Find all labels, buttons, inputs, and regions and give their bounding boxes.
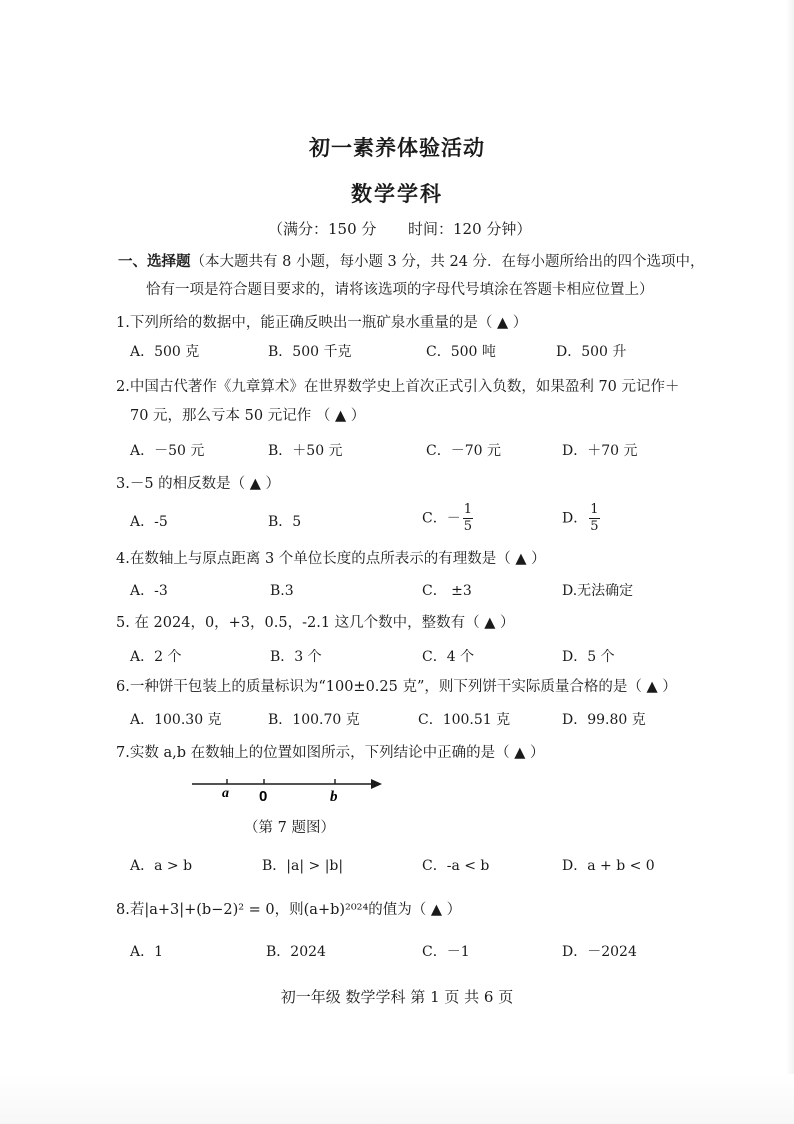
number-line-arrow bbox=[371, 779, 382, 789]
q6-option-d: D．99.80 克 bbox=[562, 712, 646, 728]
exam-title: 初一素养体验活动 bbox=[309, 135, 485, 160]
scan-bottom-shadow bbox=[0, 1074, 794, 1124]
number-line-figure bbox=[188, 770, 388, 806]
q3-option-d-label: D． bbox=[562, 510, 588, 527]
q8-option-a: A．1 bbox=[130, 944, 164, 960]
q4-option-a: A．-3 bbox=[130, 583, 168, 599]
q6-option-b: B．100.70 克 bbox=[268, 712, 360, 728]
label-b: b bbox=[330, 789, 338, 805]
section-heading-line bbox=[118, 252, 705, 272]
q3-option-d bbox=[562, 502, 600, 535]
q1-option-c: C．500 吨 bbox=[426, 344, 496, 360]
exam-time: 时间：120 分钟） bbox=[408, 220, 532, 238]
q1-option-d: D．500 升 bbox=[556, 344, 627, 360]
fraction-one-fifth-c: $\frac{1}{5}$ bbox=[463, 502, 472, 534]
question-8-stem: 8.若|a+3|+(b−2)² = 0，则(a+b)²⁰²⁴的值为（ ▲ ） bbox=[116, 902, 462, 918]
q6-option-a: A．100.30 克 bbox=[130, 712, 222, 728]
full-score: （满分：150 分 bbox=[268, 220, 377, 238]
q4-option-d: D.无法确定 bbox=[562, 583, 634, 599]
q5-option-b: B．3 个 bbox=[270, 649, 322, 665]
section-heading: 一、选择题 bbox=[118, 253, 191, 270]
section-desc-1: （本大题共有 8 小题，每小题 3 分，共 24 分．在每小题所给出的四个选项中， bbox=[190, 254, 705, 270]
section-desc-2: 恰有一项是符合题目要求的，请将该选项的字母代号填涂在答题卡相应位置上） bbox=[146, 282, 654, 298]
q4-option-c: C． ±3 bbox=[422, 583, 472, 599]
q2-option-c: C．－70 元 bbox=[426, 443, 501, 459]
label-a: a bbox=[222, 786, 229, 801]
fraction-one-fifth-d: $\frac{1}{5}$ bbox=[590, 502, 599, 534]
question-4-stem: 4.在数轴上与原点距离 3 个单位长度的点所表示的有理数是（ ▲ ） bbox=[116, 551, 546, 567]
q3-option-c bbox=[422, 502, 473, 535]
q7-option-c: C．-a < b bbox=[422, 858, 490, 874]
q3-option-b: B．5 bbox=[268, 514, 302, 530]
q8-option-b: B．2024 bbox=[266, 944, 326, 960]
q5-option-d: D．5 个 bbox=[562, 649, 615, 665]
q3-option-c-label: C．－ bbox=[422, 510, 461, 527]
q5-option-a: A．2 个 bbox=[130, 649, 182, 665]
q7-option-d: D．a + b < 0 bbox=[562, 858, 655, 874]
q1-option-b: B．500 千克 bbox=[268, 344, 352, 360]
q7-option-b: B．|a| > |b| bbox=[262, 858, 344, 874]
question-2-stem-cont: 70 元，那么亏本 50 元记作 （ ▲ ） bbox=[130, 408, 366, 424]
q2-option-b: B．＋50 元 bbox=[268, 443, 343, 459]
q2-option-d: D．＋70 元 bbox=[562, 443, 638, 459]
question-7-stem: 7.实数 a,b 在数轴上的位置如图所示，下列结论中正确的是（ ▲ ） bbox=[116, 745, 545, 761]
q8-option-c: C．－1 bbox=[422, 944, 470, 960]
q6-option-c: C．100.51 克 bbox=[418, 712, 511, 728]
q1-option-a: A．500 克 bbox=[130, 344, 200, 360]
q2-option-a: A．－50 元 bbox=[130, 443, 205, 459]
question-6-stem: 6.一种饼干包装上的质量标识为“100±0.25 克”，则下列饼干实际质量合格的是（ ▲ ） bbox=[116, 679, 677, 695]
scan-edge-shadow bbox=[786, 0, 794, 1124]
figure-caption: （第 7 题图） bbox=[244, 820, 335, 836]
q7-option-a: A．a > b bbox=[130, 858, 193, 874]
question-2-stem: 2.中国古代著作《九章算术》在世界数学史上首次正式引入负数，如果盈利 70 元记作＋ bbox=[116, 379, 680, 395]
page-footer: 初一年级 数学学科 第 1 页 共 6 页 bbox=[280, 988, 514, 1006]
q8-option-d: D．－2024 bbox=[562, 944, 637, 960]
q5-option-c: C．4 个 bbox=[422, 649, 475, 665]
question-3-stem: 3.－5 的相反数是（ ▲ ） bbox=[116, 476, 281, 492]
label-zero: 0 bbox=[259, 788, 268, 805]
q3-option-a: A．-5 bbox=[130, 514, 168, 530]
question-1-stem: 1.下列所给的数据中，能正确反映出一瓶矿泉水重量的是（ ▲ ） bbox=[116, 315, 528, 331]
question-5-stem: 5. 在 2024，0，+3，0.5，-2.1 这几个数中，整数有（ ▲ ） bbox=[116, 615, 515, 631]
subject-title: 数学学科 bbox=[351, 181, 443, 206]
q4-option-b: B.3 bbox=[270, 583, 294, 599]
